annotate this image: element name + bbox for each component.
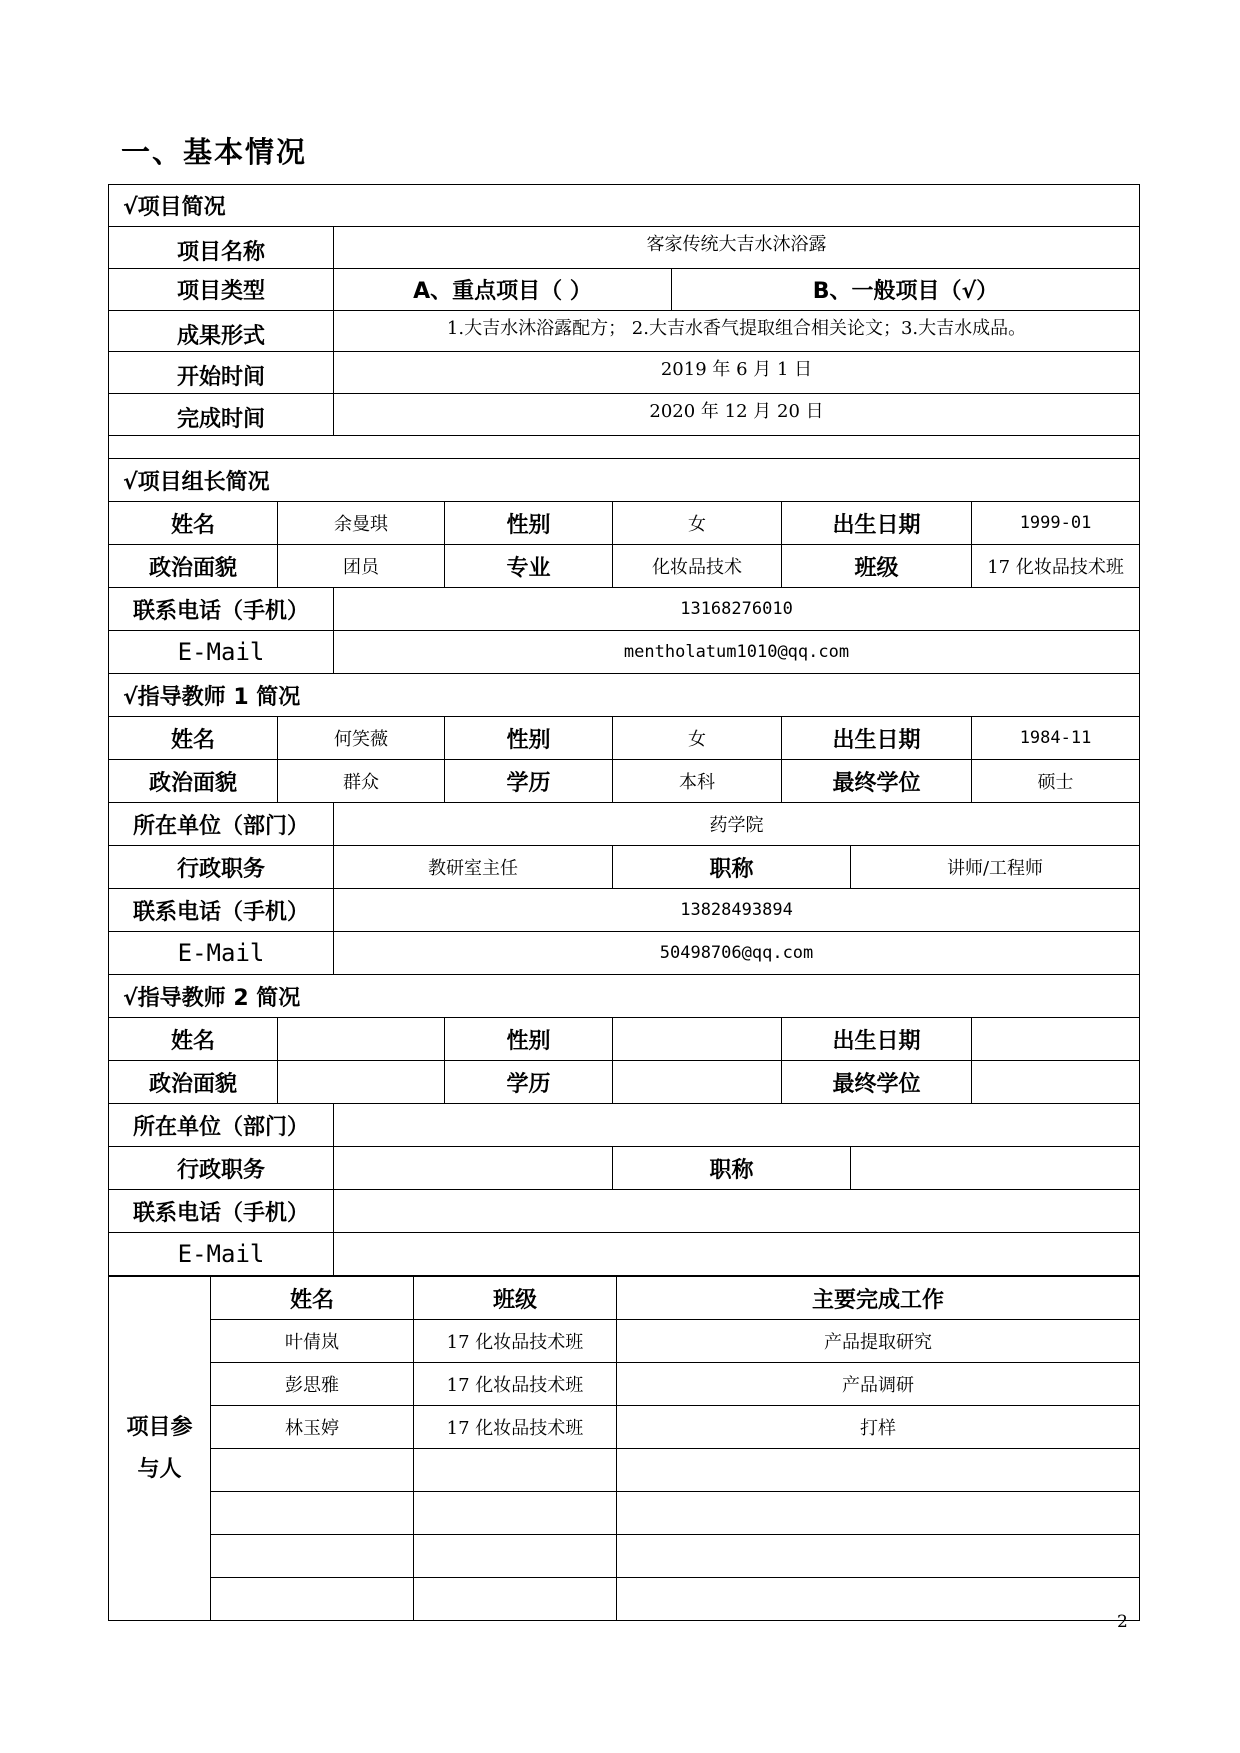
participant-name-empty[interactable] [211,1578,414,1621]
project-type-row [109,269,1140,311]
leader-birth-label: 出生日期 [782,502,972,545]
participant-name: 林玉婷 [211,1406,414,1449]
project-start-value: 2019 年 6 月 1 日 [334,352,1140,394]
leader-section-row [109,459,1140,502]
teacher1-row-1 [109,717,1140,760]
spacer-cell [109,436,1140,459]
leader-name-value: 余曼琪 [278,502,445,545]
teacher1-email-label: E-Mail [109,932,334,975]
teacher2-section-row [109,975,1140,1018]
teacher2-unit-row [109,1104,1140,1147]
project-name-value: 客家传统大吉水沐浴露 [334,227,1140,269]
project-result-row [109,311,1140,352]
participant-class: 17 化妆品技术班 [414,1406,617,1449]
leader-major-value: 化妆品技术 [613,545,782,588]
project-start-row [109,352,1140,394]
teacher2-email-value[interactable] [334,1233,1140,1276]
teacher1-name-label: 姓名 [109,717,278,760]
leader-class-label: 班级 [782,545,972,588]
teacher2-name-value[interactable] [278,1018,445,1061]
teacher2-gender-label: 性别 [445,1018,613,1061]
participants-col-class: 班级 [414,1277,617,1320]
teacher1-section-row [109,674,1140,717]
teacher1-birth-label: 出生日期 [782,717,972,760]
teacher1-unit-row [109,803,1140,846]
table-row [109,1363,1140,1406]
participants-label [109,1277,211,1621]
table-row [109,1320,1140,1363]
table-row-empty [109,1578,1140,1621]
teacher2-row-1 [109,1018,1140,1061]
teacher2-post-row [109,1147,1140,1190]
participant-work-empty[interactable] [617,1535,1140,1578]
teacher2-title-value[interactable] [851,1147,1140,1190]
project-name-label: 项目名称 [109,227,334,269]
participant-work: 打样 [617,1406,1140,1449]
leader-gender-value: 女 [613,502,782,545]
project-result-value: 1.大吉水沐浴露配方； 2.大吉水香气提取组合相关论文；3.大吉水成品。 [334,311,1140,352]
teacher2-phone-row [109,1190,1140,1233]
participant-work-empty[interactable] [617,1578,1140,1621]
participant-work: 产品调研 [617,1363,1140,1406]
teacher1-unit-value: 药学院 [334,803,1140,846]
teacher2-row-2 [109,1061,1140,1104]
project-section-title: √项目简况 [109,185,1140,227]
teacher1-email-row [109,932,1140,975]
teacher2-title-label: 职称 [613,1147,851,1190]
teacher2-phone-label: 联系电话（手机） [109,1190,334,1233]
teacher2-email-label: E-Mail [109,1233,334,1276]
participants-table [108,1276,1140,1621]
teacher2-degree-value[interactable] [972,1061,1140,1104]
project-section-row [109,185,1140,227]
teacher2-post-label: 行政职务 [109,1147,334,1190]
teacher2-politics-value[interactable] [278,1061,445,1104]
teacher1-politics-label: 政治面貌 [109,760,278,803]
project-end-value: 2020 年 12 月 20 日 [334,394,1140,436]
project-end-label: 完成时间 [109,394,334,436]
teacher2-birth-value[interactable] [972,1018,1140,1061]
participant-class-empty[interactable] [414,1449,617,1492]
teacher2-degree-label: 最终学位 [782,1061,972,1104]
teacher2-unit-value[interactable] [334,1104,1140,1147]
table-row [109,1406,1140,1449]
project-result-label: 成果形式 [109,311,334,352]
project-name-row [109,227,1140,269]
project-end-row [109,394,1140,436]
leader-phone-row [109,588,1140,631]
participant-work: 产品提取研究 [617,1320,1140,1363]
participant-class-empty[interactable] [414,1535,617,1578]
teacher1-post-value: 教研室主任 [334,846,613,889]
teacher1-unit-label: 所在单位（部门） [109,803,334,846]
teacher2-edu-label: 学历 [445,1061,613,1104]
teacher1-name-value: 何笑薇 [278,717,445,760]
teacher1-row-2 [109,760,1140,803]
teacher2-name-label: 姓名 [109,1018,278,1061]
table-row-empty [109,1492,1140,1535]
leader-phone-label: 联系电话（手机） [109,588,334,631]
leader-row-2 [109,545,1140,588]
participant-name: 彭思雅 [211,1363,414,1406]
teacher2-section-title: √指导教师 2 简况 [109,975,1140,1018]
teacher2-email-row [109,1233,1140,1276]
page-heading: 一、基本情况 [121,135,308,169]
leader-gender-label: 性别 [445,502,613,545]
teacher2-edu-value[interactable] [613,1061,782,1104]
leader-section-title: √项目组长简况 [109,459,1140,502]
participant-name: 叶倩岚 [211,1320,414,1363]
teacher1-phone-row [109,889,1140,932]
teacher2-gender-value[interactable] [613,1018,782,1061]
participants-label-text: 项目参与人 [126,1414,193,1482]
table-row-empty [109,1449,1140,1492]
participant-name-empty[interactable] [211,1535,414,1578]
leader-phone-value: 13168276010 [334,588,1140,631]
basic-info-table [108,184,1140,1276]
teacher1-phone-label: 联系电话（手机） [109,889,334,932]
project-type-label: 项目类型 [109,269,334,311]
teacher1-gender-label: 性别 [445,717,613,760]
leader-birth-value: 1999-01 [972,502,1140,545]
teacher1-edu-value: 本科 [613,760,782,803]
teacher2-phone-value[interactable] [334,1190,1140,1233]
teacher1-email-value: 50498706@qq.com [334,932,1140,975]
participant-class: 17 化妆品技术班 [414,1363,617,1406]
leader-email-row [109,631,1140,674]
participants-col-work: 主要完成工作 [617,1277,1140,1320]
leader-name-label: 姓名 [109,502,278,545]
leader-email-label: E-Mail [109,631,334,674]
spacer-row [109,436,1140,459]
project-start-label: 开始时间 [109,352,334,394]
teacher2-post-value[interactable] [334,1147,613,1190]
page-number: 2 [1117,1612,1128,1632]
leader-email-value: mentholatum1010@qq.com [334,631,1140,674]
leader-politics-label: 政治面貌 [109,545,278,588]
teacher2-birth-label: 出生日期 [782,1018,972,1061]
participant-name-empty[interactable] [211,1449,414,1492]
leader-politics-value: 团员 [278,545,445,588]
leader-class-value: 17 化妆品技术班 [972,545,1140,588]
teacher1-gender-value: 女 [613,717,782,760]
teacher1-post-label: 行政职务 [109,846,334,889]
participants-col-name: 姓名 [211,1277,414,1320]
teacher1-degree-value: 硕士 [972,760,1140,803]
participant-work-empty[interactable] [617,1492,1140,1535]
leader-row-1 [109,502,1140,545]
teacher1-phone-value: 13828493894 [334,889,1140,932]
teacher1-birth-value: 1984-11 [972,717,1140,760]
leader-major-label: 专业 [445,545,613,588]
participant-name-empty[interactable] [211,1492,414,1535]
teacher1-section-title: √指导教师 1 简况 [109,674,1140,717]
teacher1-title-label: 职称 [613,846,851,889]
teacher1-edu-label: 学历 [445,760,613,803]
participants-header-row [109,1277,1140,1320]
teacher1-title-value: 讲师/工程师 [851,846,1140,889]
participant-class-empty[interactable] [414,1578,617,1621]
teacher1-politics-value: 群众 [278,760,445,803]
teacher2-politics-label: 政治面貌 [109,1061,278,1104]
project-type-option-b: B、一般项目（√） [672,269,1140,311]
participant-class-empty[interactable] [414,1492,617,1535]
teacher2-unit-label: 所在单位（部门） [109,1104,334,1147]
teacher1-post-row [109,846,1140,889]
participant-class: 17 化妆品技术班 [414,1320,617,1363]
teacher1-degree-label: 最终学位 [782,760,972,803]
participant-work-empty[interactable] [617,1449,1140,1492]
table-row-empty [109,1535,1140,1578]
project-type-option-a: A、重点项目（ ） [334,269,672,311]
